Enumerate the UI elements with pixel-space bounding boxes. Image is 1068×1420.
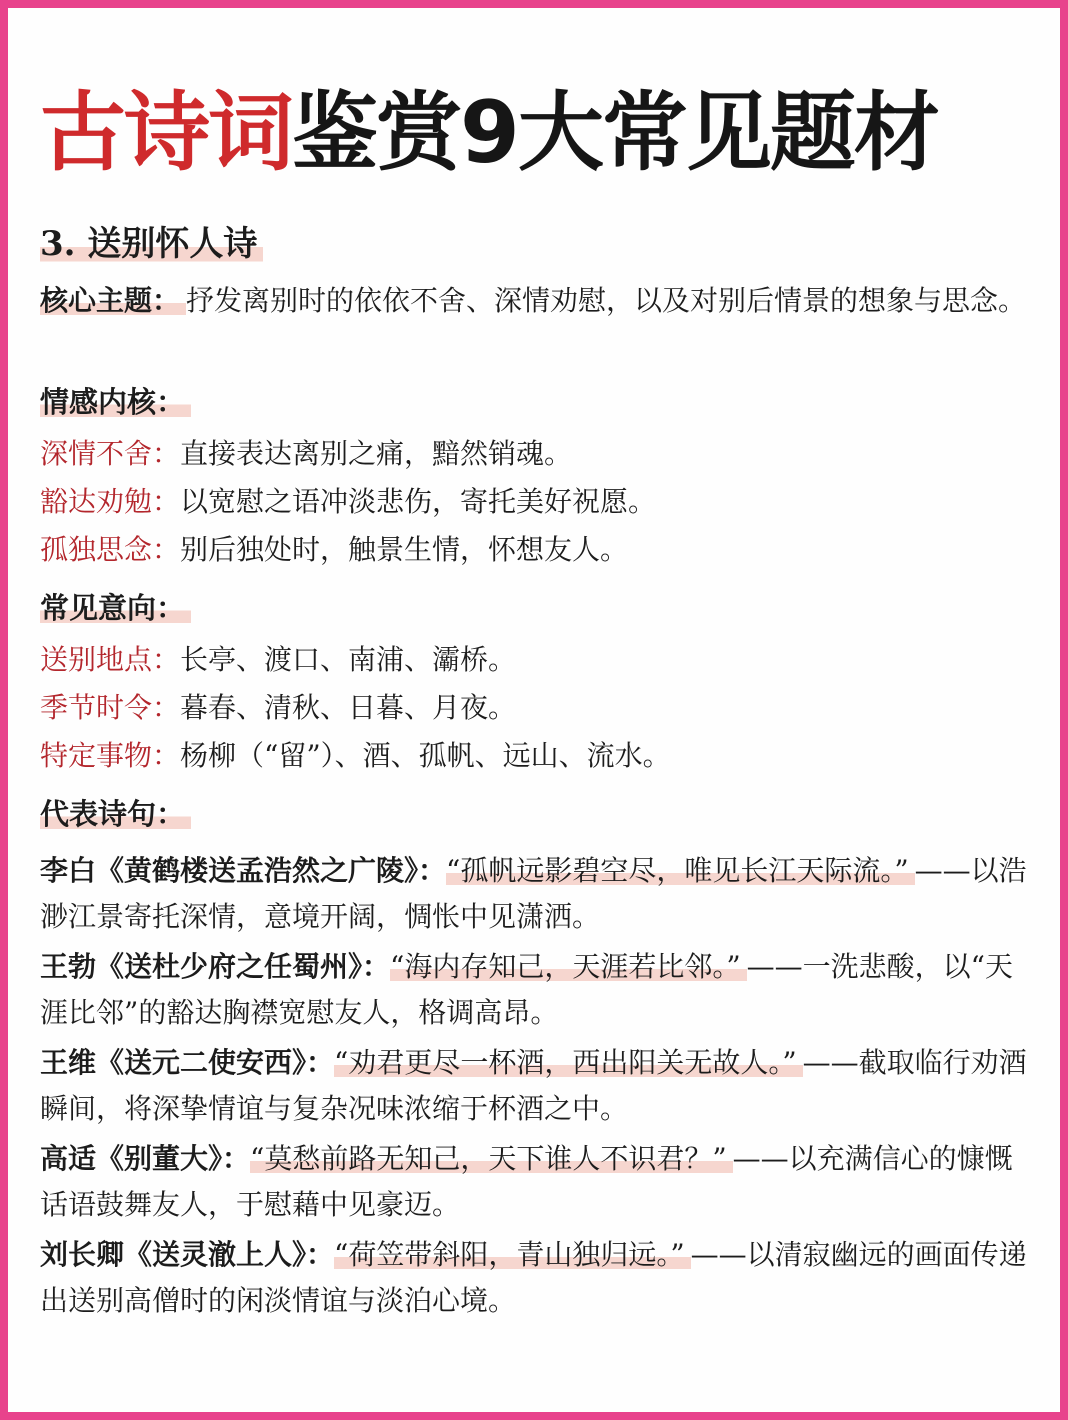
- core-theme: [40, 278, 1030, 324]
- poems-section: [40, 792, 1030, 1324]
- emotion-section: [40, 380, 1030, 574]
- imagery-item: 季节时令：暮春、清秋、日暮、月夜。: [40, 691, 517, 724]
- imagery-item: 送别地点：长亭、渡口、南浦、灞桥。: [40, 643, 517, 676]
- imagery-item: 特定事物：杨柳（“留”）、酒、孤帆、远山、流水。: [40, 739, 671, 772]
- poem-entry: 高适《别董大》：“莫愁前路无知己，天下谁人不识君？” ——以充满信心的慷慨话语鼓舞友人，于慰藉中见豪迈。: [40, 1142, 1013, 1221]
- title-black-part: 鉴赏9大常见题材: [292, 83, 938, 183]
- emotion-item: 孤独思念：别后独处时，触景生情，怀想友人。: [40, 533, 629, 566]
- poems-heading: 代表诗句：: [40, 792, 1030, 836]
- emotion-item: 深情不舍：直接表达离别之痛，黯然销魂。: [40, 437, 573, 470]
- title-red-part: 古诗词: [40, 83, 292, 183]
- poem-entry: 刘长卿《送灵澈上人》：“荷笠带斜阳，青山独归远。” ——以清寂幽远的画面传递出送别高僧时的闲淡情谊与淡泊心境。: [40, 1238, 1027, 1317]
- section-heading: 3. 送别怀人诗: [40, 222, 263, 266]
- poem-entry: 李白《黄鹤楼送孟浩然之广陵》：“孤帆远影碧空尽，唯见长江天际流。” ——以浩渺江景寄托深情，意境开阔，惆怅中见潇洒。: [40, 854, 1027, 933]
- core-theme-label: 核心主题：: [40, 284, 186, 317]
- poem-entry: 王维《送元二使安西》：“劝君更尽一杯酒，西出阳关无故人。” ——截取临行劝酒瞬间，将深挚情谊与复杂况味浓缩于杯酒之中。: [40, 1046, 1027, 1125]
- imagery-section: [40, 586, 1030, 780]
- emotion-heading: 情感内核：: [40, 380, 1030, 424]
- core-theme-text: 抒发离别时的依依不舍、深情劝慰，以及对别后情景的想象与思念。: [186, 284, 1027, 317]
- page-title: [40, 78, 938, 188]
- emotion-item: 豁达劝勉：以宽慰之语冲淡悲伤，寄托美好祝愿。: [40, 485, 657, 518]
- poem-entry: 王勃《送杜少府之任蜀州》：“海内存知己，天涯若比邻。” ——一洗悲酸，以“天涯比邻”的豁达胸襟宽慰友人，格调高昂。: [40, 950, 1013, 1029]
- imagery-heading: 常见意向：: [40, 586, 1030, 630]
